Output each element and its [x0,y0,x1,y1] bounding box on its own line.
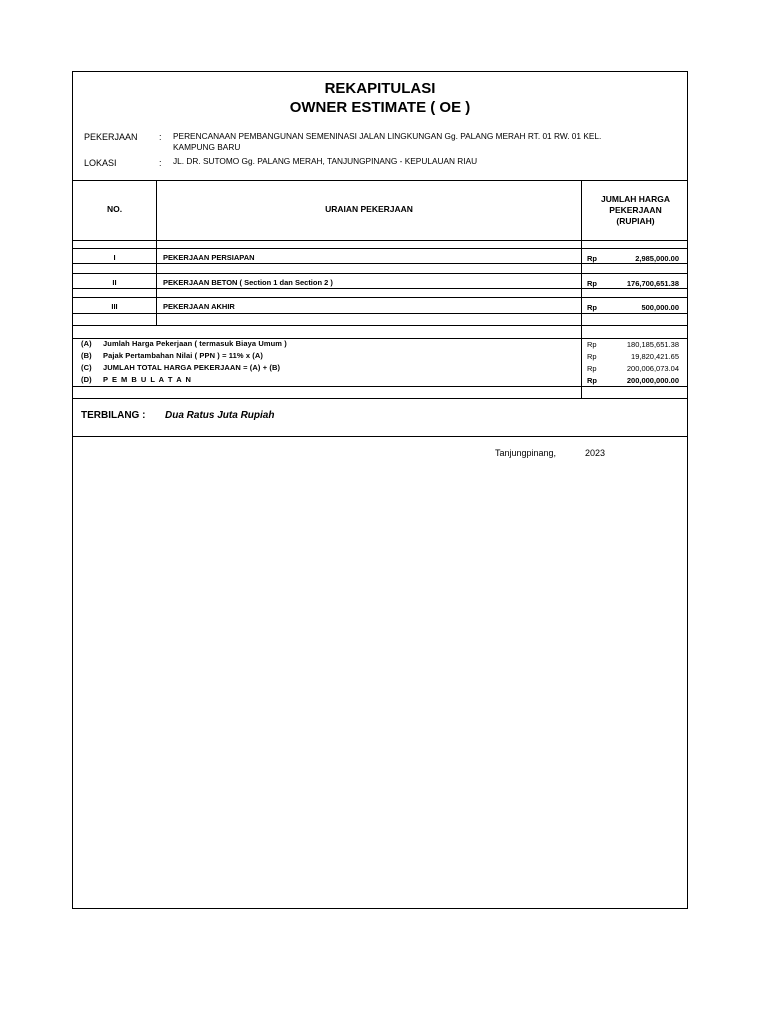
table-row-divider [73,248,687,249]
summary-currency: Rp [587,352,597,361]
lokasi-separator: : [159,158,162,168]
row-number: III [111,302,118,311]
row-number: II [112,278,117,287]
row-description: PEKERJAAN BETON ( Section 1 dan Section 2 ) [163,278,333,287]
row-amount: 176,700,651.38 [626,279,679,288]
summary-currency: Rp [587,364,597,373]
pekerjaan-value-line2: KAMPUNG BARU [173,142,241,152]
summary-text: Pajak Pertambahan Nilai ( PPN ) = 11% x (A) [103,351,263,360]
document-frame [72,71,688,909]
summary-code: (D) [81,375,92,384]
summary-amount: 180,185,651.38 [626,340,679,349]
document-title: REKAPITULASI [324,80,436,97]
table-row-divider [73,297,687,298]
table-header-divider [73,240,687,241]
table-row-divider [73,313,687,314]
row-currency: Rp [587,303,597,312]
row-amount: 2,985,000.00 [635,254,679,263]
column-header-jumlah-line1: JUMLAH HARGA [601,194,670,204]
summary-text: JUMLAH TOTAL HARGA PEKERJAAN = (A) + (B) [103,363,281,372]
column-header-jumlah-line3: (RUPIAH) [616,216,655,226]
summary-amount: 200,000,000.00 [626,376,679,385]
summary-amount: 19,820,421.65 [631,352,679,361]
table-top-border [73,180,687,181]
table-body-bottom [73,325,687,326]
summary-code: (B) [81,351,92,360]
row-amount: 500,000.00 [641,303,679,312]
row-description: PEKERJAAN AKHIR [163,302,235,311]
pekerjaan-separator: : [159,132,162,142]
pekerjaan-value-line1: PERENCANAAN PEMBANGUNAN SEMENINASI JALAN LINGKUNGAN Gg. PALANG MERAH RT. 01 RW. 01 KEL. [173,131,602,141]
column-header-uraian: URAIAN PEKERJAAN [325,204,413,214]
lokasi-value: JL. DR. SUTOMO Gg. PALANG MERAH, TANJUNGPINANG - KEPULAUAN RIAU [173,156,478,166]
table-row-divider [73,273,687,274]
row-description: PEKERJAAN PERSIAPAN [163,253,255,262]
summary-code: (A) [81,339,92,348]
summary-code: (C) [81,363,92,372]
row-number: I [113,253,116,262]
signature-year: 2023 [585,448,606,458]
terbilang-value: Dua Ratus Juta Rupiah [165,410,275,421]
lokasi-label: LOKASI [84,158,117,168]
table-row-divider [73,263,687,264]
summary-currency: Rp [587,376,597,385]
table-row-divider [73,288,687,289]
terbilang-bottom-divider [73,436,687,437]
column-header-jumlah-line2: PEKERJAAN [609,205,662,215]
summary-currency: Rp [587,340,597,349]
pekerjaan-label: PEKERJAAN [84,132,138,142]
terbilang-top-divider [73,398,687,399]
terbilang-label: TERBILANG : [81,410,146,421]
row-currency: Rp [587,279,597,288]
no-column-divider [156,180,157,325]
summary-text: Jumlah Harga Pekerjaan ( termasuk Biaya Umum ) [103,339,287,348]
summary-amount: 200,006,073.04 [626,364,679,373]
summary-text: P E M B U L A T A N [103,375,192,384]
signature-place: Tanjungpinang, [495,448,557,458]
summary-bottom-divider [73,386,687,387]
column-header-no: NO. [106,204,123,214]
document-subtitle: OWNER ESTIMATE ( OE ) [289,99,471,116]
row-currency: Rp [587,254,597,263]
